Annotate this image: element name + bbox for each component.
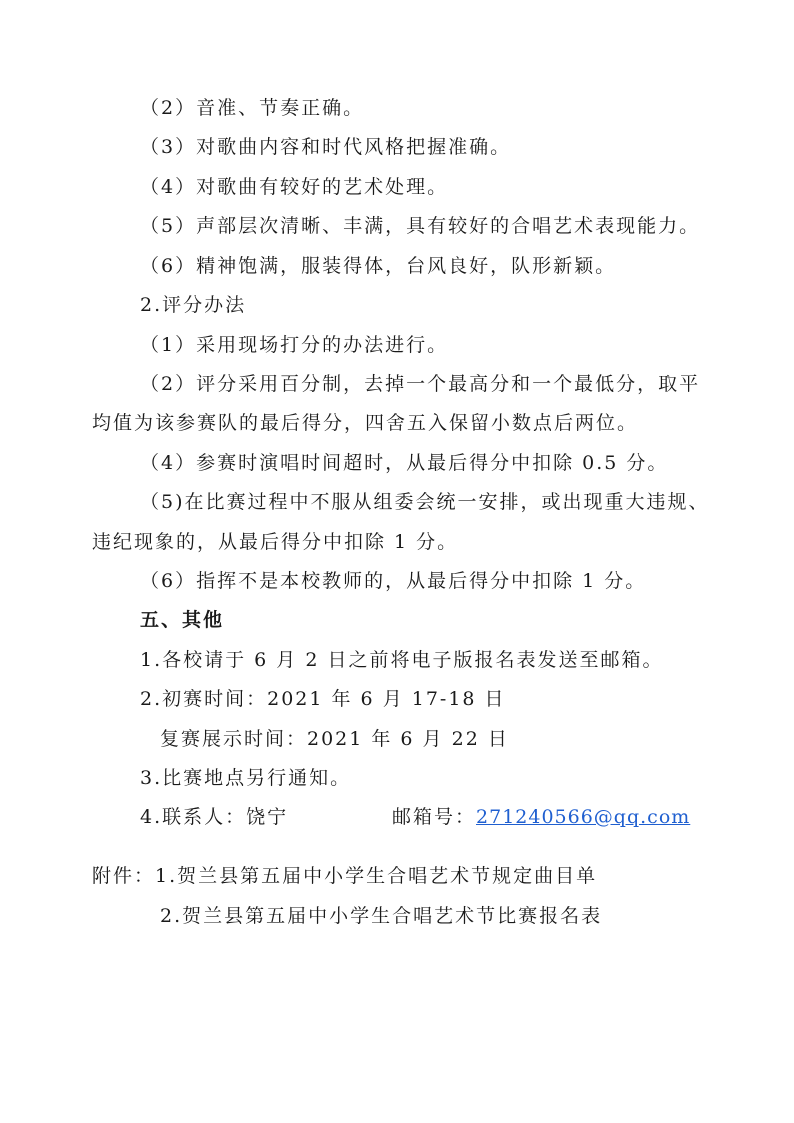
criteria-item-4: （4）对歌曲有较好的艺术处理。: [140, 176, 449, 198]
scoring-item-1: （1）采用现场打分的办法进行。: [140, 334, 449, 356]
email-row: [392, 805, 690, 829]
scoring-item-5-cont: 违纪现象的，从最后得分中扣除 1 分。: [92, 531, 459, 553]
email-link[interactable]: 271240566@qq.com: [476, 806, 691, 828]
attachment-2: 2.贺兰县第五届中小学生合唱艺术节比赛报名表: [160, 905, 603, 927]
other-item-1: 1.各校请于 6 月 2 日之前将电子版报名表发送至邮箱。: [140, 649, 664, 671]
scoring-item-6: （6）指挥不是本校教师的，从最后得分中扣除 1 分。: [140, 570, 647, 592]
criteria-item-5: （5）声部层次清晰、丰满，具有较好的合唱艺术表现能力。: [140, 215, 701, 237]
attachment-1: 附件：1.贺兰县第五届中小学生合唱艺术节规定曲目单: [92, 865, 598, 887]
scoring-heading: 2.评分办法: [140, 294, 247, 316]
email-label: 邮箱号：: [392, 806, 477, 828]
scoring-item-4: （4）参赛时演唱时间超时，从最后得分中扣除 0.5 分。: [140, 452, 669, 474]
other-item-2-cont: 复赛展示时间：2021 年 6 月 22 日: [160, 728, 509, 750]
scoring-item-2: （2）评分采用百分制，去掉一个最高分和一个最低分，取平: [140, 373, 701, 395]
other-item-3: 3.比赛地点另行通知。: [140, 767, 352, 789]
other-heading: 五、其他: [140, 609, 225, 631]
contact-person: 4.联系人：饶宁: [140, 806, 289, 828]
criteria-item-3: （3）对歌曲内容和时代风格把握准确。: [140, 136, 512, 158]
scoring-item-5: （5)在比赛过程中不服从组委会统一安排，或出现重大违规、: [140, 491, 710, 513]
scoring-item-2-cont: 均值为该参赛队的最后得分，四舍五入保留小数点后两位。: [92, 412, 639, 434]
other-item-2: 2.初赛时间：2021 年 6 月 17-18 日: [140, 688, 506, 710]
criteria-item-6: （6）精神饱满，服装得体，台风良好，队形新颖。: [140, 255, 617, 277]
criteria-item-2: （2）音准、节奏正确。: [140, 97, 365, 119]
